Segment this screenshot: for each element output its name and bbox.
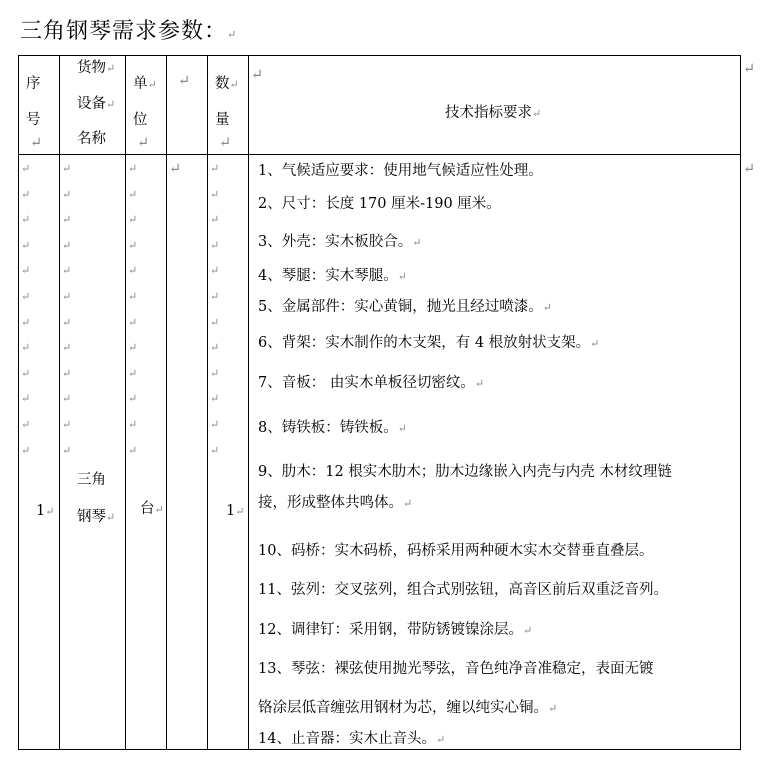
paragraph-mark: ↵ [210,315,220,329]
paragraph-mark: ↵ [62,315,72,329]
table-left-border [18,55,19,750]
paragraph-mark: ↵ [128,315,138,329]
spec-line-13-cont: 铬涂层低音缠弦用钢材为芯，缠以纯实心铜。↵ [258,700,558,716]
header-name-line1: 货物↵ [77,60,116,76]
spec-line-13: 13、琴弦：裸弦使用抛光琴弦，音色纯净音准稳定，表面无镀 [258,661,654,677]
row-qty: 1↵ [226,503,245,519]
paragraph-mark: ↵ [62,417,72,431]
paragraph-mark: ↵ [62,341,72,355]
paragraph-mark: ↵ [210,187,220,201]
table-bottom-border [18,749,741,750]
spec-line-4: 4、琴腿：实木琴腿。↵ [258,268,407,284]
header-unit-mark: ↵ [137,135,150,151]
paragraph-mark: ↵ [62,162,72,175]
paragraph-mark: ↵ [21,187,31,201]
name-col-marks [62,156,71,463]
row-unit: 台↵ [140,501,164,517]
header-unit-line1: 单↵ [133,76,157,92]
qty-col-marks [210,156,219,463]
paragraph-mark: ↵ [62,289,72,303]
spec-line-8: 8、铸铁板：铸铁板。↵ [258,420,407,436]
spec-line-3: 3、外壳：实木板胶合。↵ [258,234,422,250]
empty-col-mark: ↵ [169,161,182,177]
paragraph-mark: ↵ [210,238,220,252]
paragraph-mark: ↵ [62,443,72,457]
col-divider-2 [125,55,126,750]
seq-col-marks [21,156,30,463]
spec-line-12: 12、调律钉：采用钢，带防锈镀镍涂层。↵ [258,622,533,638]
paragraph-mark: ↵ [210,417,220,431]
header-spec-top-mark: ↵ [251,67,264,83]
col-divider-1 [59,55,60,750]
paragraph-mark: ↵ [62,187,72,201]
paragraph-mark: ↵ [128,341,138,355]
header-name-line2: 设备↵ [77,96,116,112]
paragraph-mark: ↵ [21,289,31,303]
paragraph-mark: ↵ [128,187,138,201]
col-divider-4 [207,55,208,750]
paragraph-mark: ↵ [21,315,31,329]
paragraph-mark: ↵ [21,392,31,406]
paragraph-mark: ↵ [210,443,220,457]
paragraph-mark: ↵ [62,392,72,406]
spec-line-6: 6、背架：实木制作的木支架，有 4 根放射状支架。↵ [258,335,600,351]
unit-col-marks [128,156,137,463]
header-seq-mark: ↵ [30,135,43,151]
spec-line-10: 10、码桥：实木码桥，码桥采用两种硬木实木交替垂直叠层。 [258,543,654,559]
spec-line-9: 9、肋木：12 根实木肋木；肋木边缘嵌入内壳与内壳 木材纹理链 [258,464,672,480]
paragraph-mark: ↵ [21,366,31,380]
paragraph-mark: ↵ [210,264,220,278]
paragraph-mark: ↵ [128,392,138,406]
row-name-line1: 三角 [77,472,106,488]
paragraph-mark: ↵ [210,289,220,303]
col-divider-5 [248,55,249,750]
paragraph-mark: ↵ [21,417,31,431]
paragraph-mark: ↵ [21,213,31,227]
paragraph-mark: ↵ [62,264,72,278]
spec-line-11: 11、弦列：交叉弦列，组合式别弦钮，高音区前后双重泛音列。 [258,582,668,598]
paragraph-mark: ↵ [128,417,138,431]
paragraph-mark: ↵ [128,162,138,175]
header-bottom-border [18,154,741,155]
paragraph-mark: ↵ [62,238,72,252]
paragraph-mark: ↵ [21,162,31,175]
paragraph-mark: ↵ [128,238,138,252]
spec-line-2: 2、尺寸：长度 170 厘米-190 厘米。 [258,196,501,212]
header-seq-line1: 序 [26,76,41,92]
paragraph-mark: ↵ [21,443,31,457]
table-right-mark-row: ↵ [743,161,756,177]
header-seq-line2: 号 [26,112,41,128]
header-qty-mark: ↵ [219,135,232,151]
spec-line-14: 14、止音器：实木止音头。↵ [258,731,446,747]
paragraph-mark: ↵ [21,341,31,355]
paragraph-mark: ↵ [210,392,220,406]
paragraph-mark: ↵ [21,238,31,252]
paragraph-mark: ↵ [210,213,220,227]
paragraph-mark: ↵ [21,264,31,278]
table-right-border [740,55,741,750]
col-divider-3 [166,55,167,750]
header-qty-line2: 量 [215,112,230,128]
header-unit-line2: 位 [133,112,148,128]
paragraph-mark: ↵ [62,366,72,380]
paragraph-mark: ↵ [210,341,220,355]
paragraph-mark: ↵ [210,162,220,175]
table-top-border [18,55,741,56]
spec-line-5: 5、金属部件：实心黄铜，抛光且经过喷漆。↵ [258,299,552,315]
paragraph-mark: ↵ [128,443,138,457]
header-qty-line1: 数↵ [215,76,239,92]
table-right-mark-top: ↵ [743,61,756,77]
header-name-line3: 名称 [77,131,106,147]
header-spec: 技术指标要求↵ [445,105,542,121]
spec-line-9-cont: 接，形成整体共鸣体。↵ [258,495,413,511]
paragraph-mark: ↵ [62,213,72,227]
header-empty-col-mark: ↵ [178,73,191,89]
spec-line-7: 7、音板： 由实木单板径切密纹。↵ [258,375,485,391]
page-title: 三角钢琴需求参数：↵ [20,19,238,44]
row-name-line2: 钢琴↵ [77,509,116,525]
paragraph-mark: ↵ [128,264,138,278]
paragraph-mark: ↵ [128,213,138,227]
row-seq: 1↵ [36,503,55,519]
paragraph-mark: ↵ [210,366,220,380]
spec-line-1: 1、气候适应要求：使用地气候适应性处理。 [258,163,543,179]
paragraph-mark: ↵ [128,289,138,303]
paragraph-mark: ↵ [128,366,138,380]
